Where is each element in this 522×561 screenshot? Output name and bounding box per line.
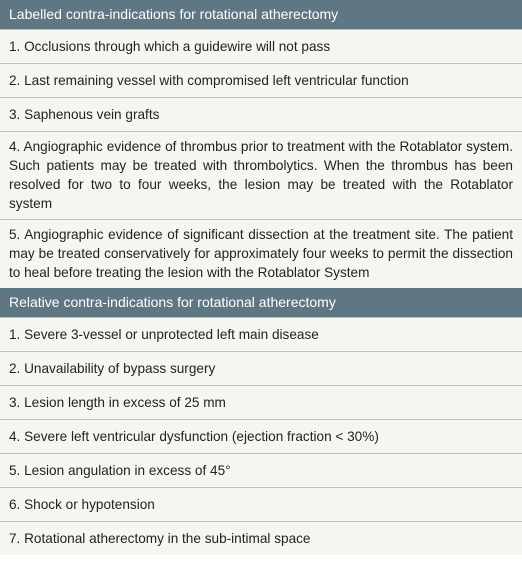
section-header-labelled: Labelled contra-indications for rotational atherectomy: [0, 0, 522, 29]
relative-item-7: 7. Rotational atherectomy in the sub-intimal space: [0, 521, 522, 555]
table-row: [0, 97, 522, 131]
table-row: [0, 487, 522, 521]
section-header-relative: Relative contra-indications for rotational atherectomy: [0, 288, 522, 317]
table-row: [0, 419, 522, 453]
table-row: [0, 351, 522, 385]
table-row: [0, 385, 522, 419]
table-row: [0, 131, 522, 219]
labelled-item-4: 4. Angiographic evidence of thrombus prior to treatment with the Rotablator system. Such patients may be treated with thrombolytics. When the thrombus has been resolved for two to four weeks, the lesion may be treated with the Rotablator system: [0, 131, 522, 219]
table-row: [0, 63, 522, 97]
table-row: [0, 219, 522, 288]
relative-item-6: 6. Shock or hypotension: [0, 487, 522, 521]
relative-item-3: 3. Lesion length in excess of 25 mm: [0, 385, 522, 419]
relative-item-5: 5. Lesion angulation in excess of 45°: [0, 453, 522, 487]
table-row: [0, 317, 522, 351]
labelled-item-1: 1. Occlusions through which a guidewire will not pass: [0, 29, 522, 63]
labelled-item-3: 3. Saphenous vein grafts: [0, 97, 522, 131]
table-row: [0, 29, 522, 63]
table-row: [0, 453, 522, 487]
section-header-row: [0, 288, 522, 317]
section-header-row: [0, 0, 522, 29]
labelled-item-2: 2. Last remaining vessel with compromised left ventricular function: [0, 63, 522, 97]
relative-item-2: 2. Unavailability of bypass surgery: [0, 351, 522, 385]
relative-item-1: 1. Severe 3-vessel or unprotected left main disease: [0, 317, 522, 351]
relative-item-4: 4. Severe left ventricular dysfunction (ejection fraction < 30%): [0, 419, 522, 453]
table-row: [0, 521, 522, 555]
labelled-item-5: 5. Angiographic evidence of significant dissection at the treatment site. The patient may be treated conservatively for approximately four weeks to permit the dissection to heal before treating the lesion with the Rotablator System: [0, 219, 522, 288]
